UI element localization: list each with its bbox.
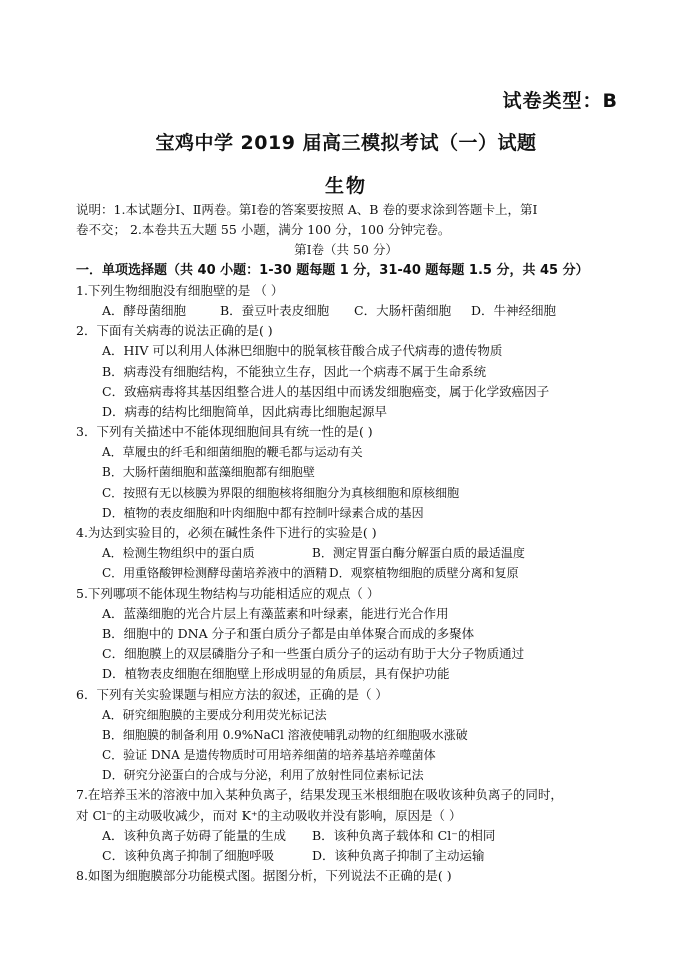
question-5-stem: 5.下列哪项不能体现生物结构与功能相适应的观点（ ） — [76, 585, 380, 601]
q5-option-c: C．细胞膜上的双层磷脂分子和一些蛋白质分子的运动有助于大分子物质通过 — [102, 646, 525, 662]
q4-option-b: B．测定胃蛋白酶分解蛋白质的最适温度 — [312, 546, 525, 561]
q5-option-b: B．细胞中的 DNA 分子和蛋白质分子都是由单体聚合而成的多聚体 — [102, 625, 475, 641]
q4-option-a: A．检测生物组织中的蛋白质 — [102, 546, 255, 561]
question-7-stem-line-1: 7.在培养玉米的溶液中加入某种负离子，结果发现玉米根细胞在吸收该种负离子的同时， — [76, 787, 563, 803]
q6-option-d: D．研究分泌蛋白的合成与分泌，利用了放射性同位素标记法 — [102, 768, 424, 783]
q6-option-b: B．细胞膜的制备利用 0.9%NaCl 溶液使哺乳动物的红细胞吸水涨破 — [102, 727, 468, 742]
q1-option-d: D．牛神经细胞 — [471, 302, 557, 318]
question-6-stem: 6．下列有关实验课题与相应方法的叙述，正确的是（ ） — [76, 686, 388, 702]
q3-option-a: A．草履虫的纤毛和细菌细胞的鞭毛都与运动有关 — [102, 445, 363, 460]
question-4-stem: 4.为达到实验目的，必须在碱性条件下进行的实验是( ) — [76, 525, 377, 540]
section1-title: 一．单项选择题（共 40 小题：1-30 题每题 1 分，31-40 题每题 1.5 分，共 45 分） — [76, 262, 589, 278]
question-4-options-row-1 — [76, 543, 616, 563]
q1-option-b: B．蚕豆叶表皮细胞 — [220, 302, 330, 318]
q6-option-c: C．验证 DNA 是遗传物质时可用培养细菌的培养基培养噬菌体 — [102, 748, 436, 763]
q7-option-a: A．该种负离子妨碍了能量的生成 — [102, 827, 287, 843]
question-1-options — [76, 301, 616, 321]
q3-option-b: B．大肠杆菌细胞和蓝藻细胞都有细胞壁 — [102, 465, 315, 480]
question-7-options-row-2 — [76, 846, 616, 866]
paper-type-label: 试卷类型：B — [502, 90, 618, 112]
q2-option-b: B．病毒没有细胞结构，不能独立生存，因此一个病毒不属于生命系统 — [102, 363, 487, 379]
question-3-stem: 3．下列有关描述中不能体现细胞间具有统一性的是( ) — [76, 424, 373, 440]
q1-option-c: C．大肠杆菌细胞 — [354, 302, 452, 318]
q6-option-a: A．研究细胞膜的主要成分利用荧光标记法 — [102, 707, 327, 722]
question-8-stem: 8.如图为细胞膜部分功能模式图。据图分析，下列说法不正确的是( ) — [76, 868, 452, 884]
q4-option-c: C．用重铬酸钾检测酵母菌培养液中的酒精 — [102, 566, 328, 581]
exam-title: 宝鸡中学 2019 届高三模拟考试（一）试题 — [155, 132, 537, 154]
subject-title: 生物 — [324, 175, 367, 197]
question-7-options-row-1 — [76, 826, 616, 846]
part1-title: 第Ⅰ卷（共 50 分） — [294, 242, 398, 258]
exam-body — [76, 200, 616, 886]
q5-option-a: A．蓝藻细胞的光合片层上有藻蓝素和叶绿素，能进行光合作用 — [102, 605, 449, 621]
q7-option-b: B．该种负离子载体和 Cl⁻的相同 — [312, 827, 496, 843]
question-7-stem-line-2: 对 Cl⁻的主动吸收减少，而对 K⁺的主动吸收并没有影响，原因是（ ） — [76, 807, 462, 823]
q3-option-c: C．按照有无以核膜为界限的细胞核将细胞分为真核细胞和原核细胞 — [102, 485, 460, 500]
q3-option-d: D．植物的表皮细胞和叶肉细胞中都有控制叶绿素合成的基因 — [102, 505, 424, 520]
question-1-stem: 1.下列生物细胞没有细胞壁的是 （ ） — [76, 282, 284, 298]
q1-option-a: A．酵母菌细胞 — [102, 302, 187, 318]
instructions-line-1: 说明：1.本试题分Ⅰ、Ⅱ两卷。第Ⅰ卷的答案要按照 A、B 卷的要求涂到答题卡上，第Ⅰ — [76, 202, 538, 217]
q7-option-c: C．该种负离子抑制了细胞呼吸 — [102, 848, 275, 863]
q5-option-d: D．植物表皮细胞在细胞壁上形成明显的角质层，具有保护功能 — [102, 666, 450, 682]
instructions-line-2: 卷不交； 2.本卷共五大题 55 小题，满分 100 分，100 分钟完卷。 — [76, 222, 451, 238]
q4-option-d: D．观察植物细胞的质壁分离和复原 — [329, 566, 519, 581]
q2-option-d: D．病毒的结构比细胞简单，因此病毒比细胞起源早 — [102, 403, 388, 419]
q7-option-d: D．该种负离子抑制了主动运输 — [312, 848, 485, 863]
q2-option-c: C．致癌病毒将其基因组整合进人的基因组中而诱发细胞癌变，属于化学致癌因子 — [102, 383, 550, 399]
question-4-options-row-2 — [76, 563, 616, 583]
question-2-stem: 2．下面有关病毒的说法正确的是( ) — [76, 323, 273, 339]
q2-option-a: A．HIV 可以利用人体淋巴细胞中的脱氧核苷酸合成子代病毒的遗传物质 — [102, 343, 503, 359]
